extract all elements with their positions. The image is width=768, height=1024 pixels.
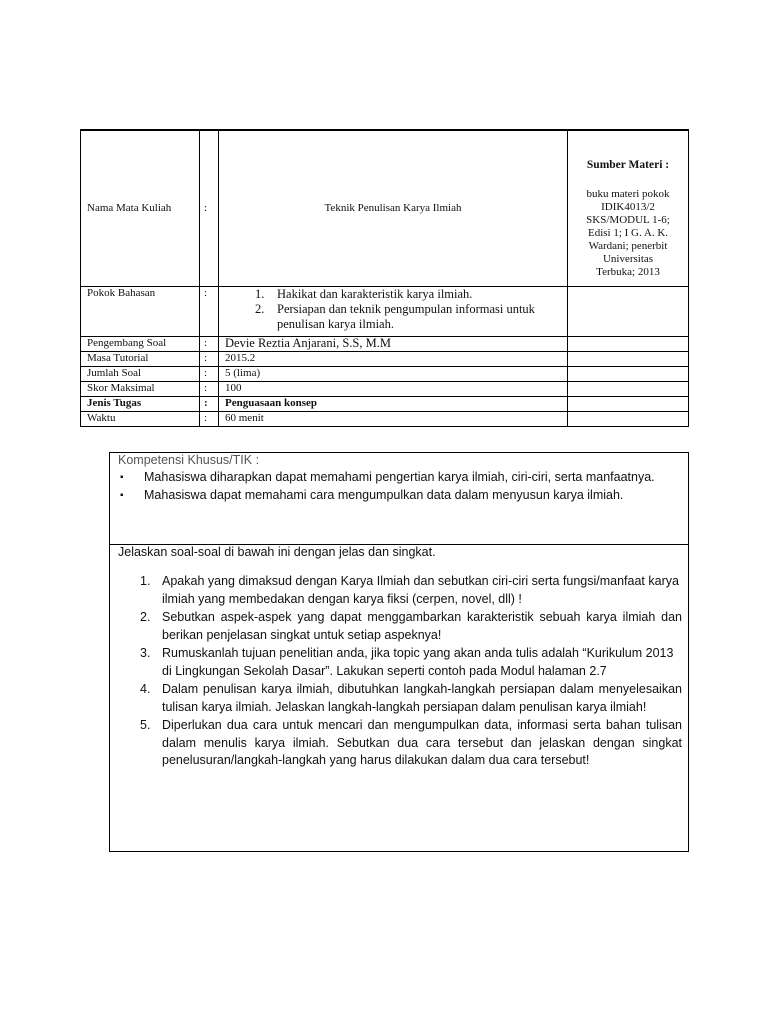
question-number: 2.: [140, 610, 151, 624]
question-text: Dalam penulisan karya ilmiah, dibutuhkan langkah-langkah persiapan dalam menyelesaikan tulisan karya ilmiah. Jelaskan langkah-langkah persiapan dalam penulisan karya ilmiah!: [162, 682, 682, 714]
source-line: Terbuka; 2013: [596, 266, 660, 278]
question-text: Rumuskanlah tujuan penelitian anda, jika topic yang akan anda tulis adalah “Kurikulum 2013 di Lingkungan Sekolah Dasar”. Lakukan seperti contoh pada Modul halaman 2.7: [162, 646, 674, 678]
source-line: Universitas: [602, 253, 654, 265]
table-row: [81, 411, 689, 426]
bullet-icon: ▪: [120, 490, 124, 501]
value-tutorial-period: 2015.2: [219, 351, 568, 366]
list-item: [140, 573, 682, 608]
questions-intro: Jelaskan soal-soal di bawah ini dengan jelas dan singkat.: [118, 545, 436, 559]
value-question-count: 5 (lima): [219, 366, 568, 381]
colon: :: [200, 396, 219, 411]
colon: :: [200, 130, 219, 286]
question-number: 4.: [140, 682, 151, 696]
list-item: [140, 681, 682, 716]
table-row: [81, 286, 689, 336]
table-row: [81, 366, 689, 381]
question-text: Diperlukan dua cara untuk mencari dan mengumpulkan data, informasi serta bahan tulisan dalam menulis karya ilmiah. Sebutkan dua cara tersebut dan jelaskan dengan singkat penelusuran/langkah-langkah yang harus dilakukan dalam dua cara tersebut!: [162, 718, 682, 767]
source-material: [572, 131, 684, 279]
source-line: Edisi 1; I G. A. K.: [587, 227, 669, 239]
list-item: [140, 609, 682, 644]
topic-text: Persiapan dan teknik pengumpulan informasi untuk penulisan karya ilmiah.: [277, 301, 535, 331]
question-number: 5.: [140, 718, 151, 732]
question-text: Sebutkan aspek-aspek yang dapat menggambarkan karakteristik sebuah karya ilmiah dan berikan penjelasan singkat untuk setiap aspeknya!: [162, 610, 682, 642]
competency-text: Mahasiswa diharapkan dapat memahami pengertian karya ilmiah, ciri-ciri, serta manfaatnya.: [144, 470, 655, 484]
empty-cell: [568, 351, 689, 366]
table-row: [81, 130, 689, 286]
questions-section: [110, 544, 688, 770]
value-question-author: Devie Reztia Anjarani, S.S, M.M: [219, 336, 568, 351]
question-number: 3.: [140, 646, 151, 660]
label-tutorial-period: Masa Tutorial: [81, 351, 200, 366]
value-time: 60 menit: [219, 411, 568, 426]
competency-title: Kompetensi Khusus/TIK :: [118, 453, 260, 467]
source-line: buku materi pokok: [586, 188, 670, 200]
topic-list: [225, 287, 561, 332]
source-line: SKS/MODUL 1-6;: [586, 214, 670, 226]
empty-cell: [568, 396, 689, 411]
value-max-score: 100: [219, 381, 568, 396]
list-item: [255, 287, 561, 302]
label-topic: Pokok Bahasan: [81, 286, 200, 336]
value-course-name: Teknik Penulisan Karya Ilmiah: [219, 130, 568, 286]
course-info-table: [80, 129, 689, 427]
label-question-author: Pengembang Soal: [81, 336, 200, 351]
label-course-name: Nama Mata Kuliah: [81, 130, 200, 286]
empty-cell: [568, 381, 689, 396]
colon: :: [200, 336, 219, 351]
table-row: [81, 396, 689, 411]
value-task-type: Penguasaan konsep: [219, 396, 568, 411]
list-item: [118, 469, 682, 486]
competency-text: Mahasiswa dapat memahami cara mengumpulkan data dalam menyusun karya ilmiah.: [144, 488, 624, 502]
empty-cell: [568, 366, 689, 381]
bullet-icon: ▪: [120, 472, 124, 483]
table-row: [81, 351, 689, 366]
value-topics: [219, 286, 568, 336]
label-question-count: Jumlah Soal: [81, 366, 200, 381]
table-row: [81, 381, 689, 396]
source-title: Sumber Materi :: [586, 159, 670, 171]
colon: :: [200, 381, 219, 396]
competency-section: [110, 453, 688, 545]
question-text: Apakah yang dimaksud dengan Karya Ilmiah dan sebutkan ciri-ciri serta fungsi/manfaat karya ilmiah yang membedakan dengan karya fiksi (cerpen, novel, dll) !: [162, 574, 679, 606]
colon: :: [200, 366, 219, 381]
list-item: [118, 487, 682, 504]
empty-cell: [568, 411, 689, 426]
question-list: [110, 573, 688, 770]
empty-cell: [568, 336, 689, 351]
competency-list: [118, 469, 682, 504]
colon: :: [200, 411, 219, 426]
source-line: IDIK4013/2: [601, 201, 655, 213]
table-row: [81, 336, 689, 351]
list-item: [255, 302, 561, 332]
label-task-type: Jenis Tugas: [81, 396, 200, 411]
empty-cell: [568, 286, 689, 336]
question-number: 1.: [140, 574, 151, 588]
list-item: [140, 645, 682, 680]
source-line: Wardani; penerbit: [588, 240, 668, 252]
list-item: [140, 717, 682, 770]
colon: :: [200, 286, 219, 336]
topic-number: 1.: [255, 286, 265, 301]
label-max-score: Skor Maksimal: [81, 381, 200, 396]
source-cell: [568, 130, 689, 286]
topic-number: 2.: [255, 301, 265, 316]
label-time: Waktu: [81, 411, 200, 426]
assignment-box: [109, 452, 689, 852]
topic-text: Hakikat dan karakteristik karya ilmiah.: [277, 286, 473, 301]
colon: :: [200, 351, 219, 366]
